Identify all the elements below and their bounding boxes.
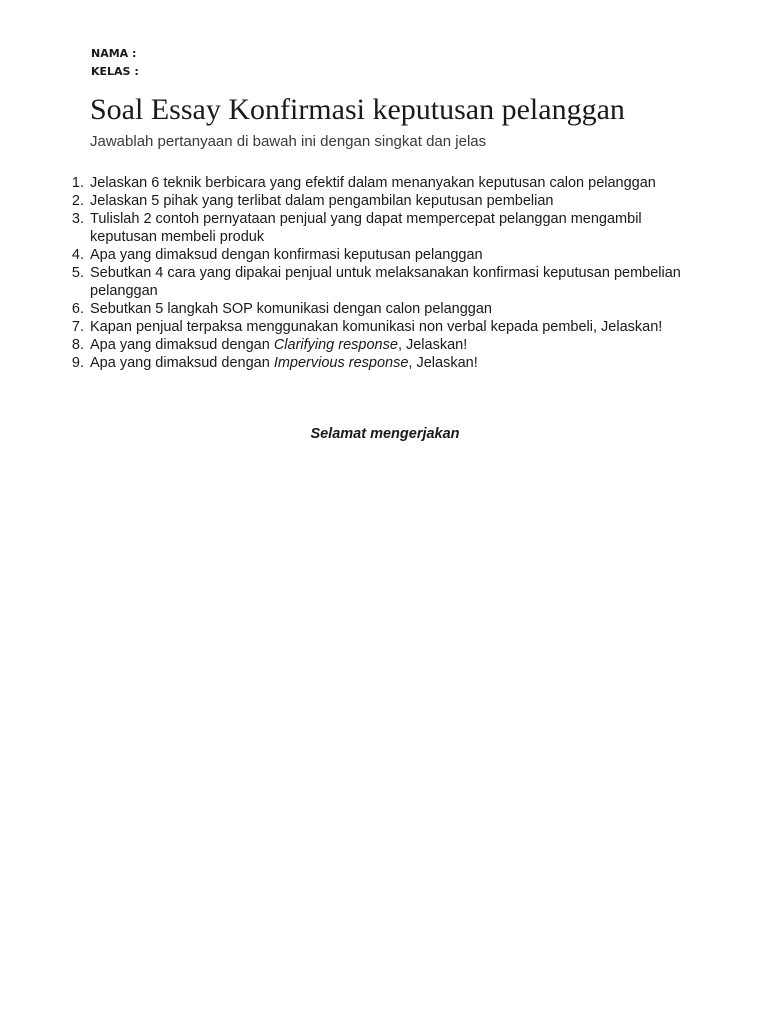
closing-label: Selamat mengerjakan	[310, 426, 460, 442]
question-text	[90, 354, 690, 372]
question-text-part: Sebutkan 5 langkah SOP komunikasi dengan calon pelanggan	[90, 301, 492, 317]
question-item	[71, 246, 690, 264]
question-number: 2.	[71, 193, 84, 209]
kelas-label: KELAS :	[91, 65, 139, 78]
question-text	[90, 192, 690, 210]
question-item	[71, 264, 690, 300]
question-item	[71, 336, 690, 354]
question-item	[71, 300, 690, 318]
question-text-part: Apa yang dimaksud dengan konfirmasi keputusan pelanggan	[90, 247, 483, 263]
question-item	[71, 318, 690, 336]
question-number: 3.	[71, 211, 84, 227]
question-text	[90, 318, 690, 336]
question-text-part: , Jelaskan!	[408, 355, 478, 371]
question-text	[90, 336, 690, 354]
question-text	[90, 300, 690, 318]
question-text	[90, 264, 690, 300]
question-number: 7.	[71, 319, 84, 335]
question-list	[71, 174, 690, 372]
question-number: 5.	[71, 265, 84, 281]
question-text-part: Jelaskan 6 teknik berbicara yang efektif dalam menanyakan keputusan calon pelanggan	[90, 175, 656, 191]
instruction-text: Jawablah pertanyaan di bawah ini dengan singkat dan jelas	[90, 133, 487, 150]
question-text-part: Apa yang dimaksud dengan	[90, 337, 274, 353]
question-number: 6.	[71, 301, 84, 317]
nama-label: NAMA :	[91, 47, 137, 60]
document-title: Soal Essay Konfirmasi keputusan pelanggan	[90, 93, 625, 126]
question-number: 8.	[71, 337, 84, 353]
question-item	[71, 354, 690, 372]
question-text	[90, 174, 690, 192]
question-text-part: Tulislah 2 contoh pernyataan penjual yang dapat mempercepat pelanggan mengambil keputusan membeli produk	[90, 211, 642, 245]
question-text-part: Sebutkan 4 cara yang dipakai penjual untuk melaksanakan konfirmasi keputusan pembelian pelanggan	[90, 265, 681, 299]
question-term-italic: Clarifying response	[273, 337, 398, 353]
question-text-part: Apa yang dimaksud dengan	[90, 355, 274, 371]
question-item	[71, 210, 690, 246]
question-item	[71, 174, 690, 192]
question-text	[90, 210, 690, 246]
closing-text	[0, 425, 768, 443]
question-text-part: Jelaskan 5 pihak yang terlibat dalam pengambilan keputusan pembelian	[90, 193, 554, 209]
question-number: 9.	[71, 355, 84, 371]
question-item	[71, 192, 690, 210]
question-number: 4.	[71, 247, 84, 263]
question-number: 1.	[71, 175, 84, 191]
question-text	[90, 246, 690, 264]
question-term-italic: Impervious response	[273, 355, 409, 371]
question-text-part: Kapan penjual terpaksa menggunakan komunikasi non verbal kepada pembeli, Jelaskan!	[90, 319, 663, 335]
question-text-part: , Jelaskan!	[397, 337, 468, 353]
